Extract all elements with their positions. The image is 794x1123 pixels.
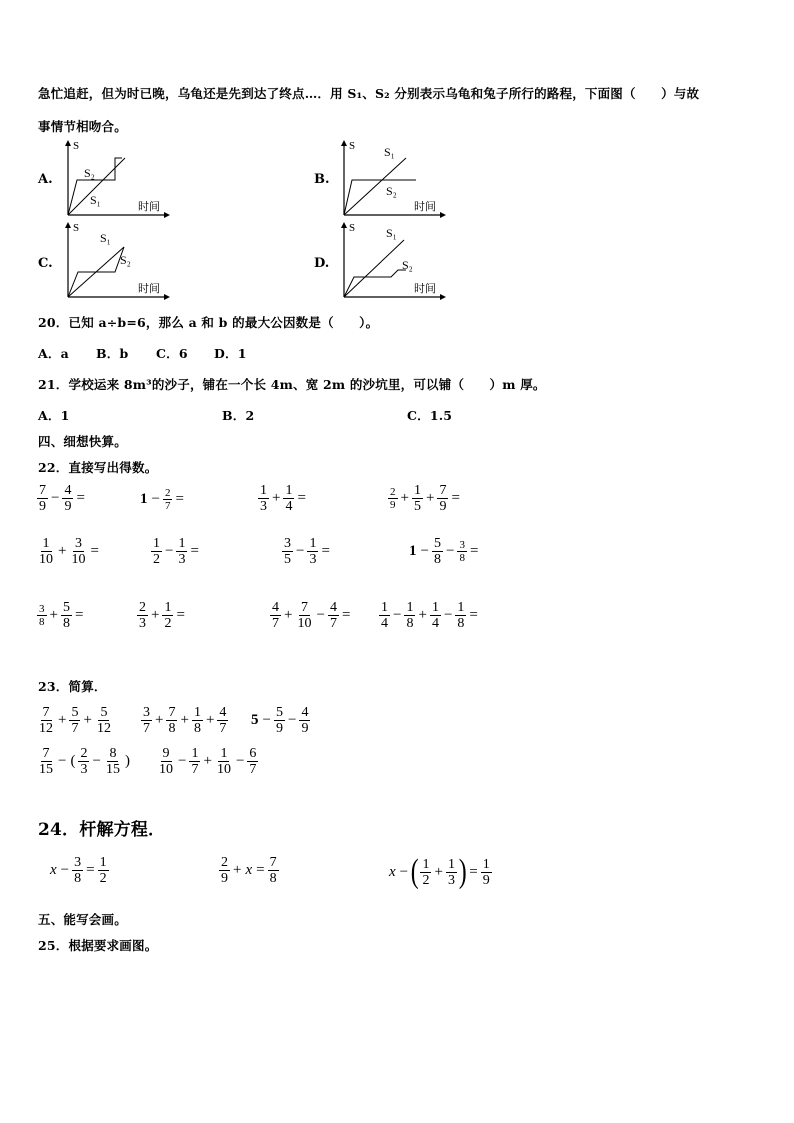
q21-option-a[interactable]: A．1 <box>38 408 70 423</box>
q20-option-b[interactable]: B．b <box>96 346 129 361</box>
q22-expr-1: $\frac{7}{9}$ − $\frac{4}{9}$ = <box>39 483 85 514</box>
q22-expr-9: $\frac{3}{8}$ + $\frac{5}{8}$ = <box>39 600 84 631</box>
q19-line2: 事情节相吻合。 <box>38 119 127 134</box>
option-b-label[interactable]: B. <box>314 172 330 187</box>
q21-option-b[interactable]: B．2 <box>222 408 255 423</box>
q22-expr-10: $\frac{2}{3}$ + $\frac{1}{2}$ = <box>139 600 185 631</box>
graph-c-time: 时间 <box>138 283 160 295</box>
q22-expr-11: $\frac{4}{7}$ + $\frac{7}{10}$ − $\frac{4}{7}$ = <box>272 600 351 631</box>
graph-a-s: S <box>73 140 80 152</box>
graph-a <box>60 140 170 220</box>
q21-text: 21．学校运来 8m³的沙子，铺在一个长 4m、宽 2m 的沙坑里，可以铺（ ）m 厚。 <box>38 377 546 392</box>
graph-c-s: S <box>73 222 80 234</box>
graph-d-s: S <box>349 222 356 234</box>
q20-option-d[interactable]: D．1 <box>214 346 247 361</box>
q24-title: 24．杆解方程． <box>38 820 166 840</box>
q22-expr-3: $\frac{1}{3}$ + $\frac{1}{4}$ = <box>260 483 306 514</box>
graph-b-s2: S₂ <box>386 184 397 198</box>
option-a-label[interactable]: A. <box>38 172 53 187</box>
graph-b-s1: S₁ <box>384 145 395 159</box>
q23-expr-5: $\frac{9}{10}$ − $\frac{1}{7}$ + $\frac{1}{10}$ − $\frac{6}{7}$ <box>159 746 257 777</box>
graph-a-s1: S₁ <box>90 193 101 207</box>
graph-c-s2: S₂ <box>120 253 131 267</box>
graph-c-s1: S₁ <box>100 231 111 245</box>
graph-b-s: S <box>349 140 356 152</box>
graph-a-time: 时间 <box>138 201 160 213</box>
q22-expr-2: 1 − $\frac{2}{7}$ = <box>140 487 184 512</box>
q22-expr-12: $\frac{1}{4}$ − $\frac{1}{8}$ + $\frac{1}{4}$ − $\frac{1}{8}$ = <box>381 600 478 631</box>
q23-expr-1: $\frac{7}{12}$ + $\frac{5}{7}$ + $\frac{5}{12}$ <box>39 705 111 736</box>
graph-d-s1: S₁ <box>386 226 397 240</box>
q22-expr-5: $\frac{1}{10}$ + $\frac{3}{10}$ = <box>39 536 99 567</box>
section-5-heading: 五、能写会画。 <box>38 912 127 927</box>
q23-expr-3: 5 − $\frac{5}{9}$ − $\frac{4}{9}$ <box>251 705 309 736</box>
option-d-label[interactable]: D. <box>314 256 330 271</box>
q23-expr-2: $\frac{3}{7}$ + $\frac{7}{8}$ + $\frac{1}{8}$ + $\frac{4}{7}$ <box>143 705 227 736</box>
q22-expr-7: $\frac{3}{5}$ − $\frac{1}{3}$ = <box>284 536 330 567</box>
q20-text: 20．已知 a÷b=6，那么 a 和 b 的最大公因数是（ ）。 <box>38 315 379 330</box>
graph-d-time: 时间 <box>414 283 436 295</box>
graph-d-s2: S₂ <box>402 258 413 272</box>
graph-a-s2: S₂ <box>84 166 95 180</box>
q24-eq-3: x −( $\frac{1}{2}$ + $\frac{1}{3}$ ) = $\frac{1}{9}$ <box>389 853 490 890</box>
q22-expr-6: $\frac{1}{2}$ − $\frac{1}{3}$ = <box>153 536 199 567</box>
graph-b <box>336 140 446 220</box>
q22-expr-4: $\frac{2}{9}$ + $\frac{1}{5}$ + $\frac{7}{9}$ = <box>390 483 460 514</box>
q20-option-c[interactable]: C．6 <box>156 346 188 361</box>
graph-d <box>336 222 446 302</box>
section-4-heading: 四、细想快算。 <box>38 434 127 449</box>
q21-option-c[interactable]: C．1.5 <box>407 408 453 423</box>
graph-c <box>60 222 170 302</box>
q23-expr-4: $\frac{7}{15}$ − ( $\frac{2}{3}$ − $\frac{8}{15}$ ) <box>39 746 130 777</box>
q23-title: 23．简算． <box>38 679 107 694</box>
q24-eq-2: $\frac{2}{9}$ + x = $\frac{7}{8}$ <box>221 855 277 886</box>
graph-b-time: 时间 <box>414 201 436 213</box>
q22-title: 22．直接写出得数。 <box>38 460 158 475</box>
q25-text: 25．根据要求画图。 <box>38 938 158 953</box>
q20-option-a[interactable]: A．a <box>38 346 69 361</box>
q19-line1: 急忙追赶，但为时已晚，乌龟还是先到达了终点…．用 S₁、S₂ 分别表示乌龟和兔子所行的路程，下面图（ ）与故 <box>38 86 700 101</box>
q22-expr-8: 1 − $\frac{5}{8}$ − $\frac{3}{8}$ = <box>409 536 479 567</box>
option-c-label[interactable]: C. <box>38 256 53 271</box>
q24-eq-1: x − $\frac{3}{8}$ = $\frac{1}{2}$ <box>50 855 107 886</box>
